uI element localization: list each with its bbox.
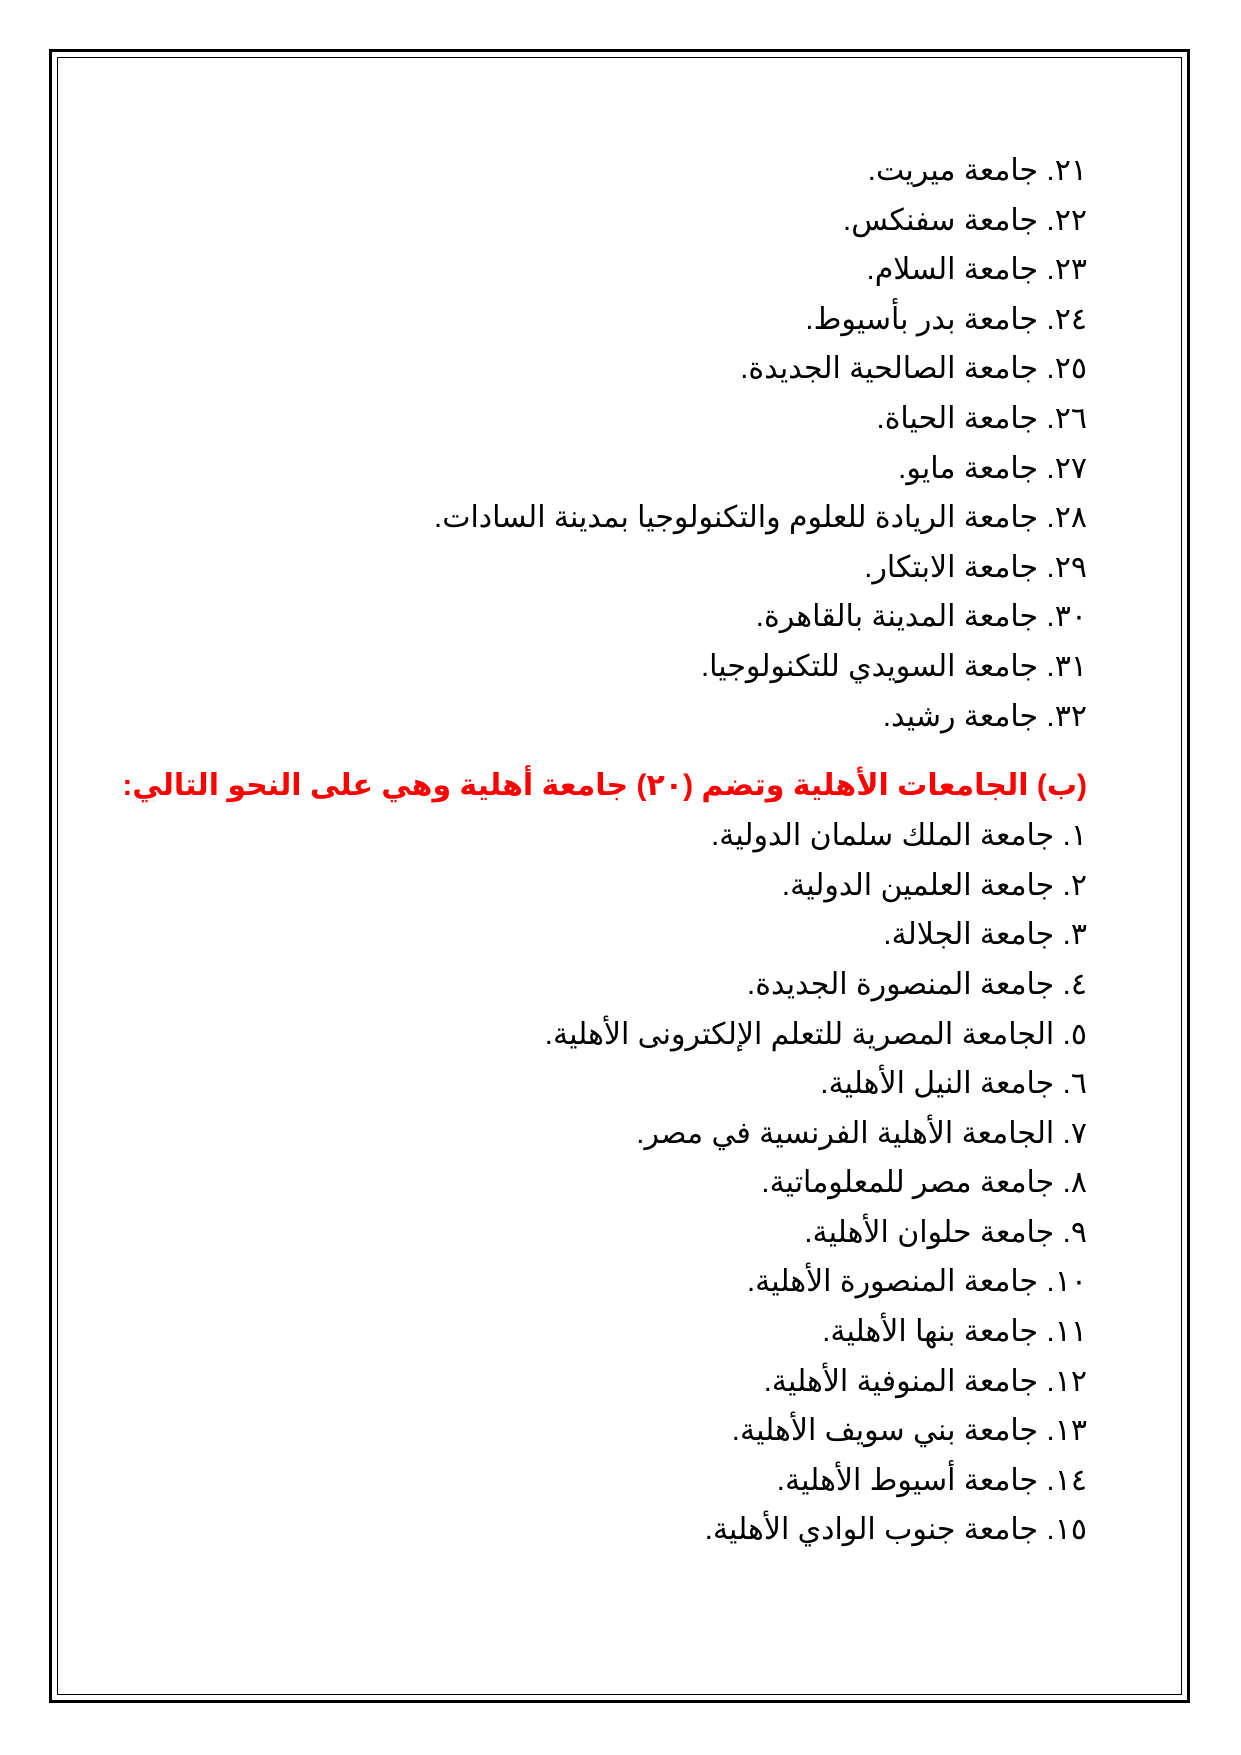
- item-number: ٢٧: [1054, 451, 1087, 485]
- list-item: ١. جامعة الملك سلمان الدولية.: [710, 819, 1087, 853]
- item-number: ٩: [1070, 1215, 1087, 1249]
- item-number: ٣٠: [1054, 600, 1087, 634]
- list-item: ٢٧. جامعة مايو.: [898, 451, 1087, 485]
- item-number: ١٢: [1054, 1364, 1087, 1398]
- item-number: ١: [1070, 819, 1087, 853]
- item-text: جامعة مايو.: [898, 451, 1039, 485]
- item-number: ٢٥: [1054, 352, 1087, 386]
- list-item: ٩. جامعة حلوان الأهلية.: [804, 1215, 1087, 1249]
- item-text: جامعة حلوان الأهلية.: [804, 1215, 1055, 1249]
- list-item: ١٣. جامعة بني سويف الأهلية.: [731, 1414, 1087, 1448]
- list-item: ٣٠. جامعة المدينة بالقاهرة.: [755, 600, 1087, 634]
- item-text: جامعة العلمين الدولية.: [781, 868, 1055, 902]
- item-text: جامعة المدينة بالقاهرة.: [755, 600, 1039, 634]
- list-item: ٣٢. جامعة رشيد.: [882, 699, 1087, 733]
- item-text: جامعة ميريت.: [867, 154, 1039, 187]
- item-number: ٣٢: [1054, 699, 1087, 733]
- item-number: ٢٦: [1054, 401, 1087, 435]
- item-text: جامعة بني سويف الأهلية.: [731, 1414, 1039, 1448]
- list-item: ٢٨. جامعة الريادة للعلوم والتكنولوجيا بمدينة السادات.: [433, 501, 1087, 535]
- list-item: ٥. الجامعة المصرية للتعلم الإلكترونى الأهلية.: [544, 1017, 1087, 1051]
- list-item: ٤. جامعة المنصورة الجديدة.: [746, 967, 1087, 1001]
- item-number: ٢٤: [1054, 302, 1087, 336]
- item-number: ٢٨: [1054, 501, 1087, 535]
- item-number: ١١: [1054, 1315, 1087, 1349]
- item-text: الجامعة الأهلية الفرنسية في مصر.: [636, 1116, 1055, 1150]
- item-text: جامعة سفنكس.: [842, 203, 1039, 237]
- item-text: جامعة مصر للمعلوماتية.: [761, 1166, 1055, 1200]
- list-item: ٢٢. جامعة سفنكس.: [842, 203, 1087, 237]
- list-item: ٦. جامعة النيل الأهلية.: [820, 1067, 1087, 1101]
- item-text: جامعة المنوفية الأهلية.: [763, 1364, 1039, 1398]
- list-item: ٢٦. جامعة الحياة.: [876, 401, 1087, 435]
- national-universities-list: [187, 811, 1087, 1555]
- item-number: ٢٩: [1054, 550, 1087, 584]
- item-text: جامعة الريادة للعلوم والتكنولوجيا بمدينة السادات.: [433, 501, 1039, 535]
- item-number: ١٠: [1054, 1265, 1087, 1299]
- item-text: جامعة السلام.: [866, 253, 1039, 287]
- item-number: ٨: [1070, 1166, 1087, 1200]
- list-item: ١١. جامعة بنها الأهلية.: [822, 1315, 1087, 1349]
- list-item: ١٥. جامعة جنوب الوادي الأهلية.: [704, 1513, 1087, 1547]
- item-number: ٢: [1070, 868, 1087, 902]
- item-text: الجامعة المصرية للتعلم الإلكترونى الأهلية.: [544, 1017, 1055, 1051]
- item-text: جامعة الحياة.: [876, 401, 1039, 435]
- list-item: ٢٤. جامعة بدر بأسيوط.: [805, 302, 1087, 336]
- private-universities-list: [187, 146, 1087, 741]
- list-item: ٢٩. جامعة الابتكار.: [864, 550, 1087, 584]
- list-item: ٣١. جامعة السويدي للتكنولوجيا.: [700, 649, 1087, 683]
- item-number: ٥: [1070, 1017, 1087, 1051]
- item-text: جامعة الملك سلمان الدولية.: [710, 819, 1055, 853]
- item-text: جامعة النيل الأهلية.: [820, 1067, 1055, 1101]
- list-item: ١٤. جامعة أسيوط الأهلية.: [776, 1463, 1087, 1497]
- list-item: ٢١. جامعة ميريت.: [867, 154, 1087, 187]
- item-number: ٣١: [1054, 649, 1087, 683]
- item-number: ١٥: [1054, 1513, 1087, 1547]
- item-text: جامعة بدر بأسيوط.: [805, 302, 1039, 336]
- list-item: ٢٥. جامعة الصالحية الجديدة.: [740, 352, 1087, 386]
- list-item: ٣. جامعة الجلالة.: [883, 918, 1087, 952]
- item-number: ٦: [1070, 1067, 1087, 1101]
- item-text: جامعة المنصورة الجديدة.: [746, 967, 1055, 1001]
- item-number: ١٣: [1054, 1414, 1087, 1448]
- list-item: ٢٣. جامعة السلام.: [866, 253, 1087, 287]
- item-number: ٢١: [1054, 154, 1087, 187]
- item-text: جامعة الابتكار.: [864, 550, 1039, 584]
- item-number: ٧: [1070, 1116, 1087, 1150]
- item-number: ٣: [1070, 918, 1087, 952]
- document-body: [122, 146, 1087, 1555]
- list-item: ١٢. جامعة المنوفية الأهلية.: [763, 1364, 1087, 1398]
- item-number: ٢٣: [1054, 253, 1087, 287]
- list-item: ٨. جامعة مصر للمعلوماتية.: [761, 1166, 1087, 1200]
- item-text: جامعة أسيوط الأهلية.: [776, 1463, 1039, 1497]
- item-text: جامعة المنصورة الأهلية.: [746, 1265, 1039, 1299]
- item-text: جامعة السويدي للتكنولوجيا.: [700, 649, 1039, 683]
- list-item: ٧. الجامعة الأهلية الفرنسية في مصر.: [636, 1116, 1087, 1150]
- item-number: ٢٢: [1054, 203, 1087, 237]
- section-b-heading: (ب) الجامعات الأهلية وتضم (٢٠) جامعة أهلية وهي على النحو التالي:: [122, 769, 1087, 803]
- list-item: ١٠. جامعة المنصورة الأهلية.: [746, 1265, 1087, 1299]
- list-item: ٢. جامعة العلمين الدولية.: [781, 868, 1087, 902]
- item-number: ١٤: [1054, 1463, 1087, 1497]
- item-text: جامعة جنوب الوادي الأهلية.: [704, 1513, 1039, 1547]
- item-text: جامعة رشيد.: [882, 699, 1039, 733]
- item-text: جامعة الجلالة.: [883, 918, 1055, 952]
- item-text: جامعة الصالحية الجديدة.: [740, 352, 1039, 386]
- item-text: جامعة بنها الأهلية.: [822, 1315, 1039, 1349]
- item-number: ٤: [1070, 967, 1087, 1001]
